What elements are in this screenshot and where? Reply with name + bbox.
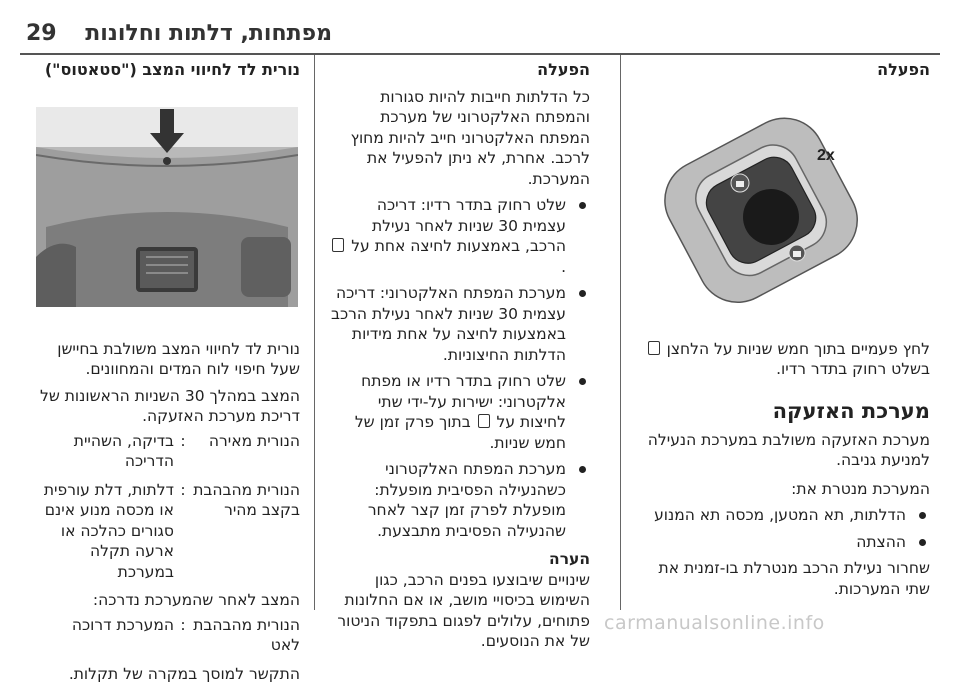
alarm-description: מערכת האזעקה משולבת במערכת הנעילה למניעת גניבה. <box>638 430 930 471</box>
column-divider-left <box>314 55 315 610</box>
section-heading: הפעלה <box>330 60 590 81</box>
section-heading: הפעלה <box>638 60 930 81</box>
bullet-icon <box>579 378 586 385</box>
list-item: מערכת המפתח האלקטרוני כשהנעילה הפסיבית מופעלת: מופעלת לפרק זמן קצר לאחר שהנעילה הפסיבית מתבצעת. <box>330 459 590 541</box>
status-row: הנורית מהבהבת לאט : המערכת דרוכה <box>36 615 300 656</box>
monitored-list <box>638 505 930 552</box>
led-description: נורית לד לחיווי המצב משולבת בחיישן שעל חיפוי לוח המדים והמחוונים. <box>36 339 300 380</box>
after-armed-text: המצב לאחר שהמערכת נדרכה: <box>36 590 300 611</box>
fob-press-label: 2x <box>817 147 835 164</box>
bullet-icon <box>579 290 586 297</box>
middle-column <box>330 60 590 652</box>
bullet-icon <box>579 202 586 209</box>
note-text: שינויים שיבוצעו בפנים הרכב, כגון השימוש בכיסויי מושב, או אם החלונות פתוחים, עלולים לפגום בתפקוד הניטור של את הנוסעים. <box>330 570 590 652</box>
page-header <box>0 0 960 54</box>
instruction-text: לחץ פעמיים בתוך חמש שניות על הלחצן בשלט רחוק בתדר רדיו. <box>638 339 930 380</box>
intro-text: כל הדלתות חייבות להיות סגורות והמפתח האלקטרוני של מערכת המפתח האלקטרוני חייב להיות מחוץ לרכב. אחרת, לא ניתן להפעיל את המערכת. <box>330 87 590 190</box>
list-item: הדלתות, תא המטען, מכסה תא המנוע <box>638 505 930 526</box>
lock-icon <box>478 414 490 428</box>
note-heading: הערה <box>330 549 590 570</box>
list-item: שלט רחוק בתדר רדיו או מפתח אלקטרוני: ישירות על-ידי שתי לחיצות על בתוך פרק זמן של חמש שניות. <box>330 371 590 453</box>
activation-list <box>330 195 590 541</box>
dashboard-led-illustration <box>36 107 298 307</box>
status-row: הנורית מאירה : בדיקה, השהיית הדריכה <box>36 431 300 472</box>
first-seconds-text: המצב במהלך 30 השניות הראשונות של דריכת מערכת האזעקה. <box>36 386 300 427</box>
alarm-heading: מערכת האזעקה <box>638 398 930 424</box>
key-fob-illustration <box>639 107 921 313</box>
list-item: שלט רחוק בתדר רדיו: דריכה עצמית 30 שניות לאחר נעילת הרכב, באמצעות לחיצה אחת על . <box>330 195 590 277</box>
lock-icon <box>648 341 660 355</box>
page-title: מפתחות, דלתות וחלונות <box>85 21 332 46</box>
column-divider-right <box>620 55 621 610</box>
page-number: 29 <box>26 21 57 46</box>
bullet-icon <box>919 539 926 546</box>
release-note: שחרור נעילת הרכב מנטרלת בו-זמנית את שתי המערכות. <box>638 558 930 599</box>
bullet-icon <box>919 512 926 519</box>
status-row: הנורית מהבהבת בקצב מהיר : דלתות, דלת עורפית או מכסה מנוע אינם סגורים כהלכה או ארעה תקלה במערכת <box>36 480 300 583</box>
bullet-icon <box>579 466 586 473</box>
list-item: ההצתה <box>638 532 930 553</box>
fault-note: התקשר למוסך במקרה של תקלות. <box>36 664 300 684</box>
header-rule <box>20 53 940 55</box>
list-item: מערכת המפתח האלקטרוני: דריכה עצמית 30 שניות לאחר נעילת הרכב באמצעות לחיצה על אחת מידיות הדלתות החיצוניות. <box>330 283 590 365</box>
monitors-intro: המערכת מנטרת את: <box>638 479 930 500</box>
lock-icon <box>332 238 344 252</box>
section-heading: נורית לד לחיווי המצב ("סטאטוס") <box>36 60 300 81</box>
watermark: carmanualsonline.info <box>604 612 825 634</box>
